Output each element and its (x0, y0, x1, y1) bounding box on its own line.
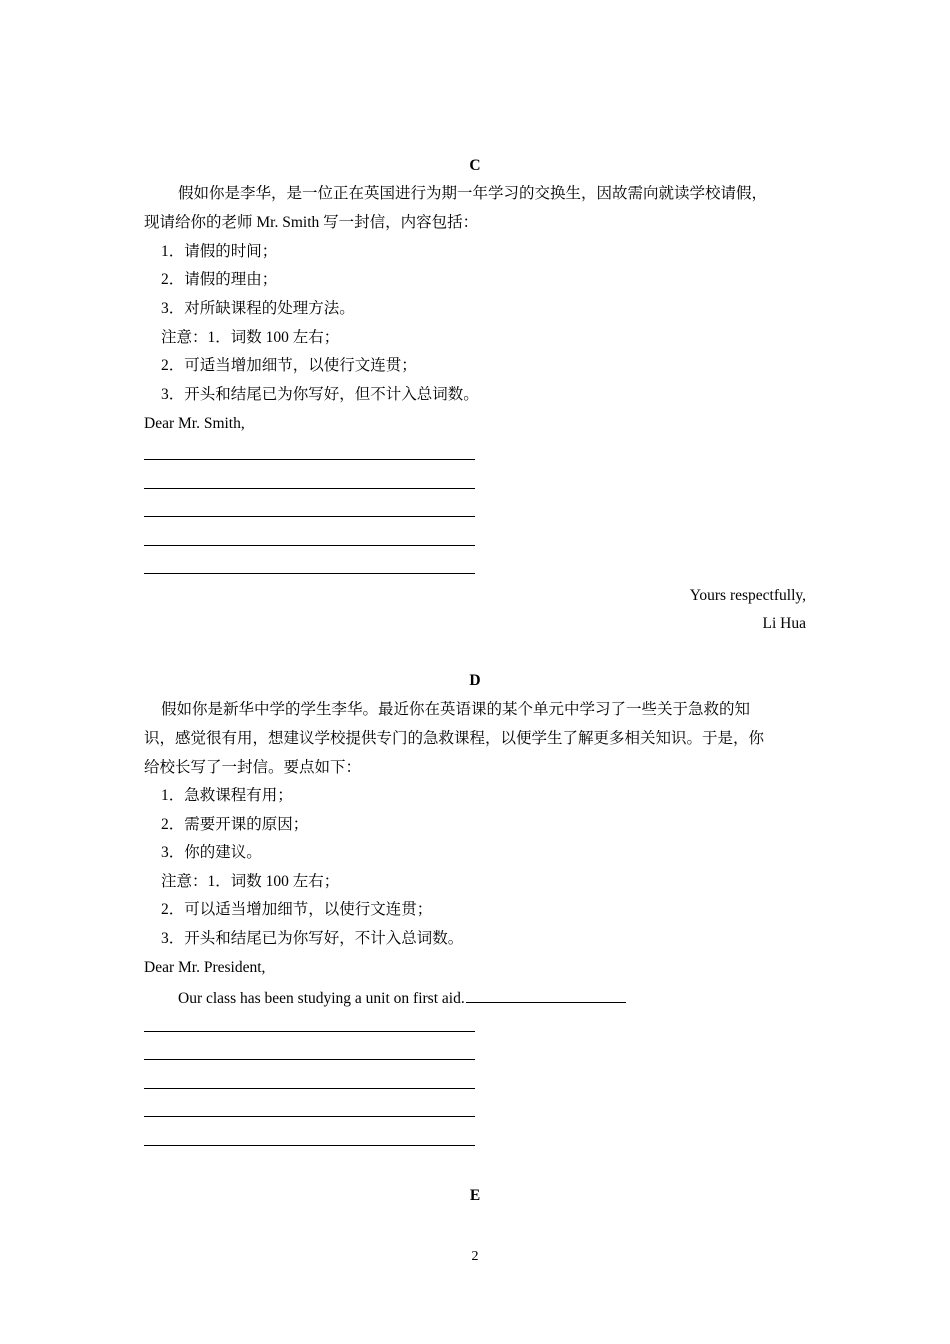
answer-line[interactable] (144, 545, 475, 546)
section-c-point-3: 3．对所缺课程的处理方法。 (161, 300, 355, 317)
answer-line[interactable] (144, 1145, 475, 1146)
answer-line[interactable] (144, 1031, 475, 1032)
answer-line[interactable] (144, 1116, 475, 1117)
section-c-point-1: 1．请假的时间； (161, 243, 278, 260)
answer-line[interactable] (144, 1059, 475, 1060)
answer-line[interactable] (144, 573, 475, 574)
section-c-note-3: 3．开头和结尾已为你写好，但不计入总词数。 (161, 386, 479, 403)
section-e-heading: E (469, 1187, 481, 1204)
section-c-note-2: 2．可适当增加细节，以使行文连贯； (161, 357, 417, 374)
section-d-opening-line (178, 987, 626, 1009)
section-d-paragraph-line-1: 假如你是新华中学的学生李华。最近你在英语课的某个单元中学习了一些关于急救的知 (161, 701, 751, 718)
section-c-paragraph-line-2: 现请给你的老师 Mr. Smith 写一封信，内容包括： (144, 214, 479, 231)
answer-line[interactable] (144, 488, 475, 489)
section-c-note-1: 注意：1．词数 100 左右； (161, 329, 340, 346)
section-c-heading: C (469, 157, 481, 174)
section-c-salutation: Dear Mr. Smith, (144, 415, 245, 432)
answer-line[interactable] (144, 1088, 475, 1089)
section-c-signature: Li Hua (762, 615, 806, 632)
section-d-point-1: 1．急救课程有用； (161, 787, 293, 804)
section-d-point-2: 2．需要开课的原因； (161, 816, 309, 833)
section-d-note-2: 2．可以适当增加细节，以使行文连贯； (161, 901, 433, 918)
section-c-paragraph-line-1: 假如你是李华，是一位正在英国进行为期一年学习的交换生，因故需向就读学校请假， (178, 185, 768, 202)
section-d-heading: D (469, 672, 481, 689)
section-d-point-3: 3．你的建议。 (161, 844, 262, 861)
section-d-salutation: Dear Mr. President, (144, 959, 266, 976)
section-d-note-1: 注意：1．词数 100 左右； (161, 873, 340, 890)
section-c-point-2: 2．请假的理由； (161, 271, 278, 288)
section-d-paragraph-line-3: 给校长写了一封信。要点如下： (144, 759, 362, 776)
section-d-paragraph-line-2: 识，感觉很有用，想建议学校提供专门的急救课程，以便学生了解更多相关知识。于是，你 (144, 730, 765, 747)
answer-line[interactable] (144, 459, 475, 460)
section-d-opening-sentence: Our class has been studying a unit on first aid. (178, 990, 465, 1007)
section-d-note-3: 3．开头和结尾已为你写好，不计入总词数。 (161, 930, 464, 947)
answer-line-inline[interactable] (466, 987, 626, 1003)
page-number: 2 (471, 1249, 479, 1264)
answer-line[interactable] (144, 516, 475, 517)
section-c-closing: Yours respectfully, (689, 587, 806, 604)
